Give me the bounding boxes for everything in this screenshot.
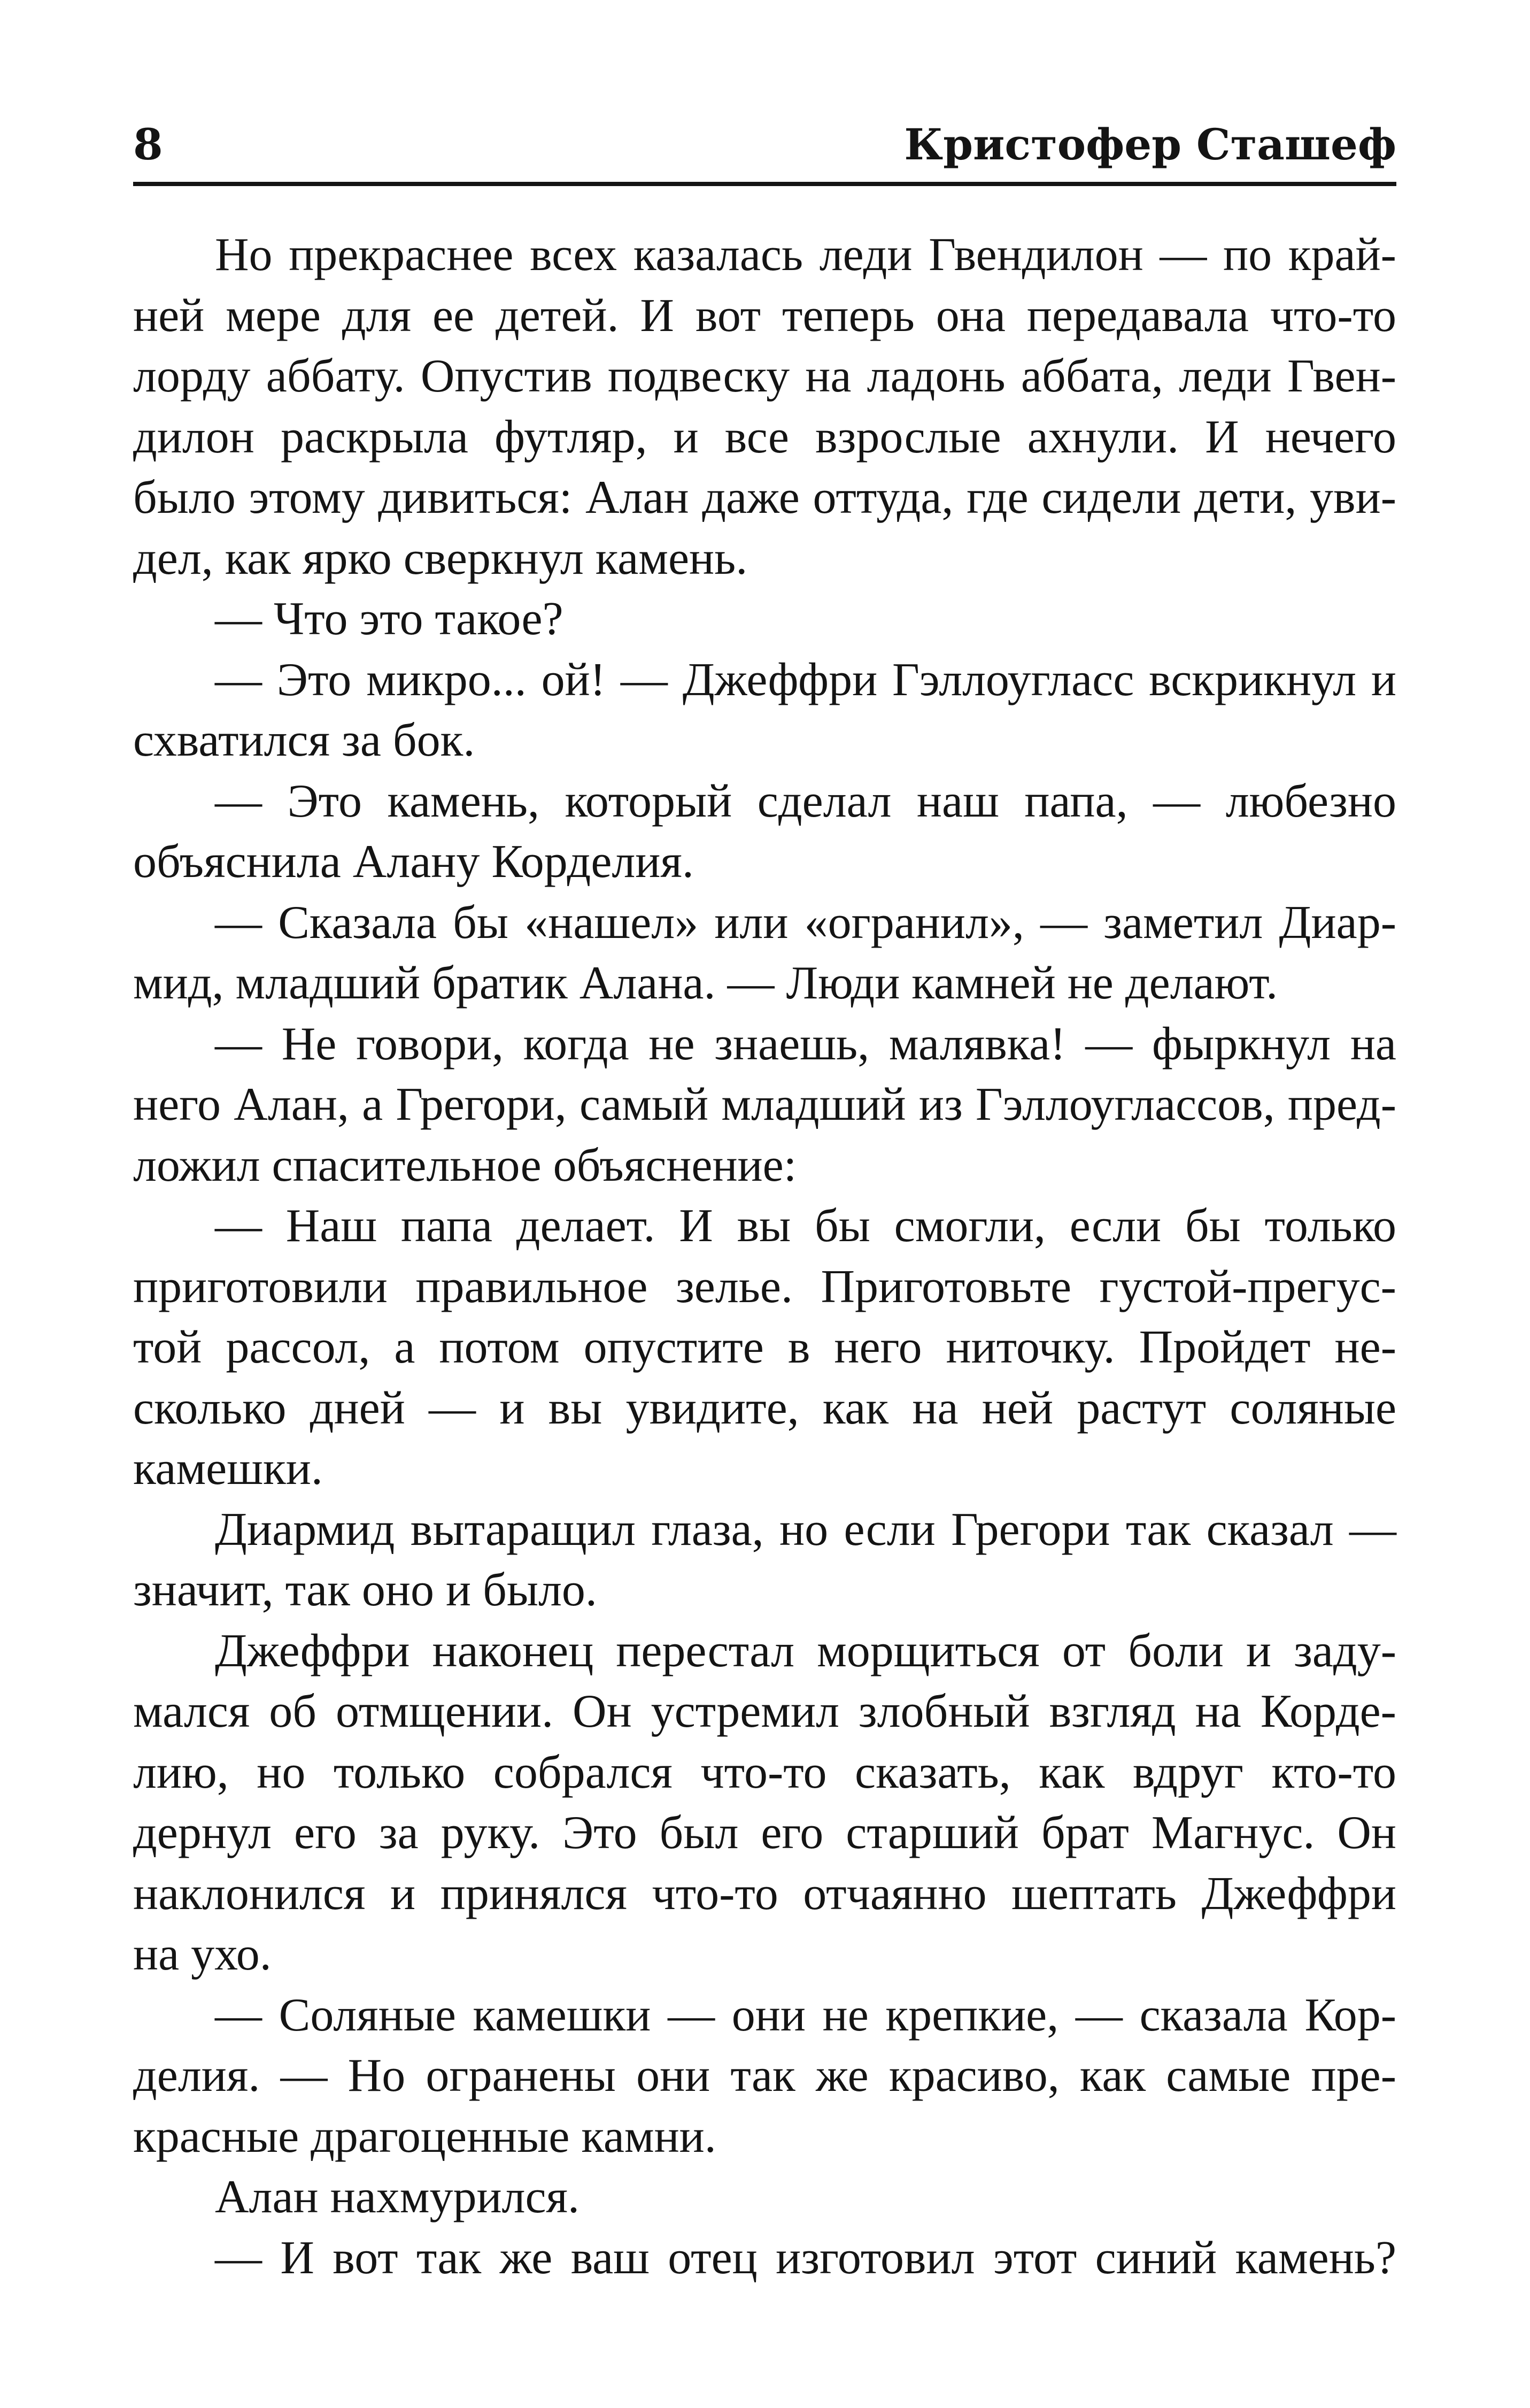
text-line: камешки.: [133, 1443, 323, 1495]
text-line: — Это микро... ой! — Джеффри Гэллоугласс вскрикнул и: [215, 653, 1396, 706]
text-line: значит, так оно и было.: [133, 1564, 597, 1616]
text-line: объяснила Алану Корделия.: [133, 836, 694, 888]
text-line: него Алан, а Грегори, самый младший из Гэллоуглассов, пред-: [133, 1079, 1396, 1130]
text-line: мался об отмщении. Он устремил злобный взгляд на Корде-: [133, 1686, 1396, 1737]
text-line: — Что это такое?: [215, 593, 563, 645]
page-number: 8: [133, 119, 163, 170]
text-line: ней мере для ее детей. И вот теперь она передавала что-то: [133, 289, 1396, 342]
text-line: дернул его за руку. Это был его старший брат Магнус. Он: [133, 1807, 1396, 1859]
text-line: той рассол, а потом опустите в него ниточку. Пройдет не-: [133, 1321, 1396, 1373]
text-line: на ухо.: [133, 1928, 272, 1980]
text-line: дел, как ярко сверкнул камень.: [133, 532, 748, 584]
header-rule: [133, 182, 1396, 186]
running-head-author: Кристофер Сташеф: [904, 119, 1396, 170]
text-line: приготовили правильное зелье. Приготовьте густой-прегус-: [133, 1260, 1396, 1313]
text-line: Но прекраснее всех казалась леди Гвендилон — по край-: [215, 229, 1396, 281]
text-line: ложил спасительное объяснение:: [133, 1139, 797, 1191]
text-line: было этому дивиться: Алан даже оттуда, где сидели дети, уви-: [133, 472, 1396, 524]
text-line: сколько дней — и вы увидите, как на ней растут соляные: [133, 1382, 1396, 1434]
text-line: Диармид вытаращил глаза, но если Грегори так сказал —: [215, 1503, 1396, 1556]
text-line: — Соляные камешки — они не крепкие, — сказала Кор-: [215, 1989, 1396, 2041]
body-text: [133, 225, 1396, 2288]
text-line: мид, младший братик Алана. — Люди камней не делают.: [133, 957, 1278, 1009]
text-line: Джеффри наконец перестал морщиться от боли и заду-: [215, 1625, 1396, 1677]
running-head: [133, 107, 1396, 182]
text-line: схватился за бок.: [133, 714, 475, 766]
text-line: — Это камень, который сделал наш папа, — любезно: [215, 775, 1396, 827]
text-line: Алан нахмурился.: [215, 2171, 579, 2223]
text-line: красные драгоценные камни.: [133, 2110, 716, 2163]
text-line: — Наш папа делает. И вы бы смогли, если бы только: [215, 1200, 1396, 1252]
text-line: дилон раскрыла футляр, и все взрослые ахнули. И нечего: [133, 411, 1396, 463]
text-line: — И вот так же ваш отец изготовил этот синий камень?: [215, 2232, 1396, 2284]
text-line: лорду аббату. Опустив подвеску на ладонь аббата, леди Гвен-: [133, 350, 1396, 402]
text-line: — Не говори, когда не знаешь, малявка! — фыркнул на: [215, 1018, 1396, 1070]
text-line: лию, но только собрался что-то сказать, как вдруг кто-то: [133, 1746, 1396, 1798]
text-line: делия. — Но огранены они так же красиво, как самые пре-: [133, 2050, 1396, 2102]
text-line: наклонился и принялся что-то отчаянно шептать Джеффри: [133, 1867, 1396, 1920]
text-line: — Сказала бы «нашел» или «огранил», — заметил Диар-: [215, 896, 1396, 949]
